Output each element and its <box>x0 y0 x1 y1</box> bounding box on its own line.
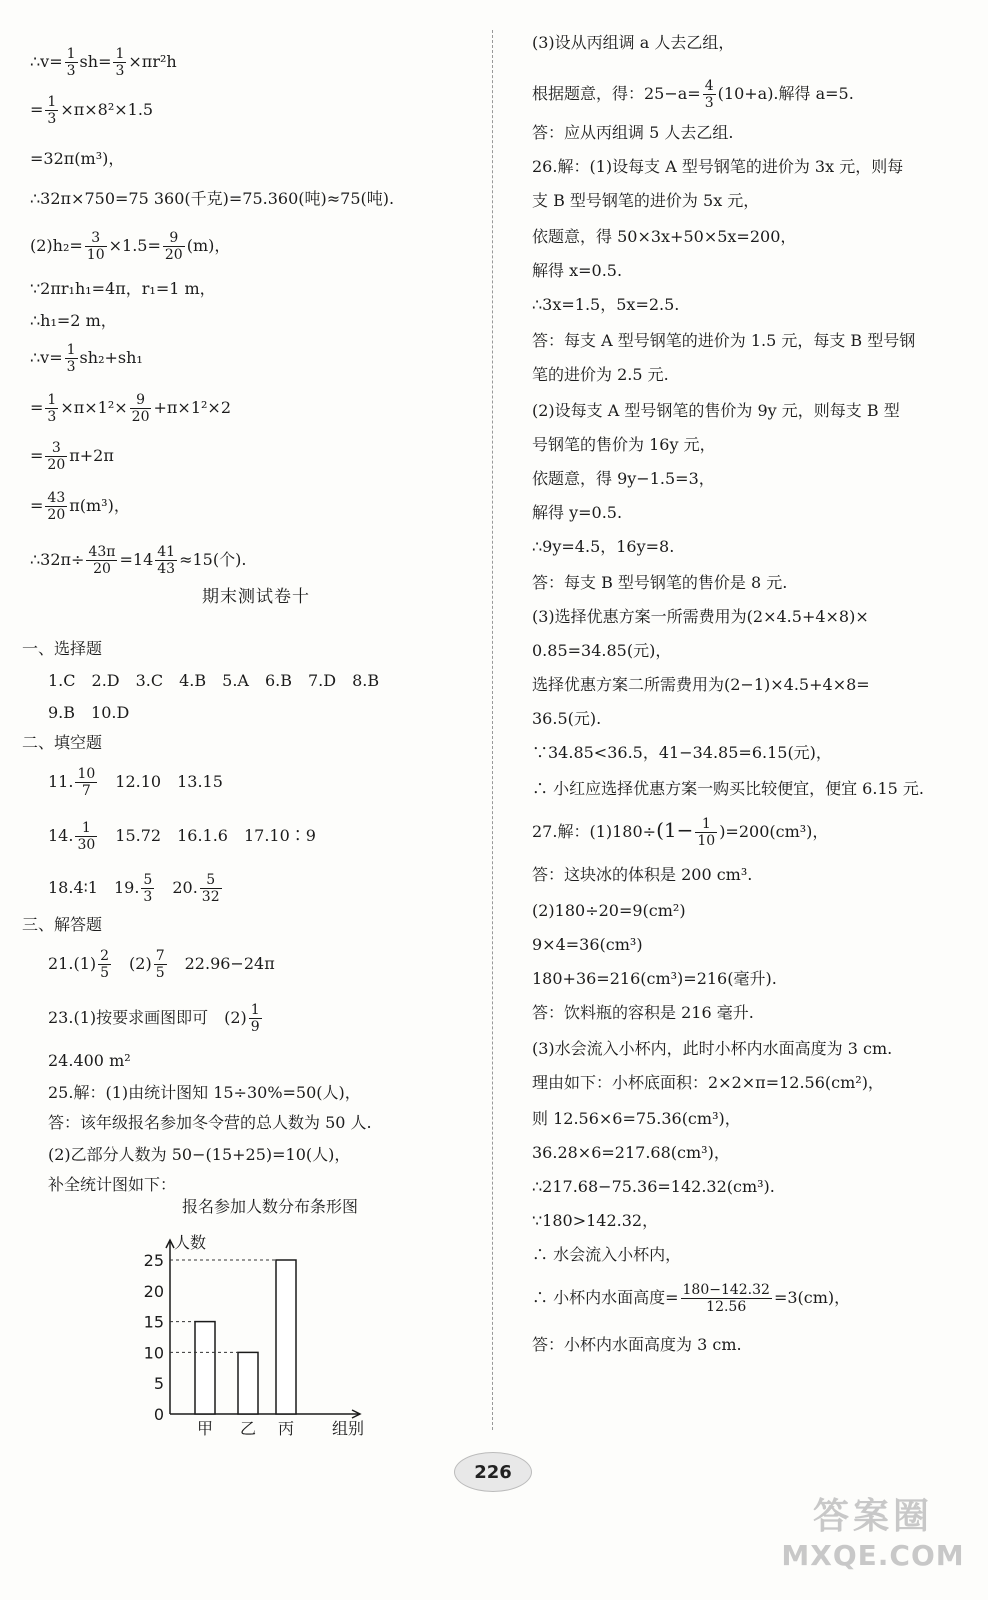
text-line: 答：这块冰的体积是 200 cm³. <box>532 865 753 884</box>
fraction: $\frac{5}{3}$ <box>143 872 153 905</box>
answer-line: (2)乙部分人数为 50−(15+25)=10(人)， <box>48 1145 351 1164</box>
text-line: 答：小杯内水面高度为 3 cm. <box>532 1335 742 1354</box>
fraction: $\frac{2}{5}$ <box>100 948 110 981</box>
text-line: 解得 y=0.5. <box>532 503 623 522</box>
bar <box>238 1352 258 1414</box>
text-line: 根据题意，得：25−a= $\frac{4}{3}$ (10+a).解得 a=5. <box>532 78 854 111</box>
chart-xlabel: 组别 <box>331 1419 365 1438</box>
text-line: (2)180÷20=9(cm²) <box>532 901 686 920</box>
text-line: = $\frac{3}{20}$ π+2π <box>30 440 114 473</box>
fraction: $\frac{5}{32}$ <box>201 872 220 905</box>
text-line: 则 12.56×6=75.36(cm³)， <box>532 1109 741 1128</box>
text-line: 答：每支 A 型号钢笔的进价为 1.5 元，每支 B 型号钢 <box>532 331 916 350</box>
y-tick-label: 20 <box>143 1281 164 1301</box>
answer-line: 21.(1) $\frac{2}{5}$ (2) $\frac{7}{5}$ 22.96−24π <box>48 948 275 981</box>
y-tick-label: 15 <box>143 1312 164 1332</box>
fraction: $\frac{1}{3}$ <box>47 392 57 425</box>
text-line: 0.85=34.85(元)， <box>532 641 672 660</box>
text-line: ∴32π÷ $\frac{43\pi}{20}$ =14 $\frac{41}{43}$ ≈15(个). <box>30 544 247 577</box>
bar <box>195 1322 215 1414</box>
fraction: $\frac{1}{3}$ <box>47 94 57 127</box>
fraction: $\frac{1}{3}$ <box>115 46 125 79</box>
text-line: 支 B 型号钢笔的进价为 5x 元， <box>532 191 760 210</box>
answer-line: 答：该年级报名参加冬令营的总人数为 50 人. <box>48 1113 372 1132</box>
text-line: = $\frac{1}{3}$ ×π×8²×1.5 <box>30 94 154 127</box>
text-line: ∵34.85<36.5，41−34.85=6.15(元)， <box>532 743 832 762</box>
y-tick-label: 5 <box>153 1374 164 1394</box>
text-line: ∴217.68−75.36=142.32(cm³). <box>532 1177 775 1196</box>
text-line: ∴v= $\frac{1}{3}$ sh= $\frac{1}{3}$ ×πr²h <box>30 46 177 79</box>
text-line: =32π(m³)， <box>30 149 125 168</box>
text-line: (3)设从丙组调 a 人去乙组， <box>532 33 735 52</box>
text-line: ∴32π×750=75 360(千克)=75.360(吨)≈75(吨). <box>30 189 395 208</box>
fraction: $\frac{10}{7}$ <box>77 766 96 799</box>
column-divider <box>492 30 493 1430</box>
text-line: (3)水会流入小杯内，此时小杯内水面高度为 3 cm. <box>532 1039 893 1058</box>
text-line: 答：应从丙组调 5 人去乙组. <box>532 123 734 142</box>
text-line: 笔的进价为 2.5 元. <box>532 365 669 384</box>
fraction: $\frac{1}{3}$ <box>66 46 76 79</box>
fraction: $\frac{180-142.32}{12.56}$ <box>682 1282 770 1315</box>
answer-line: 18.4∶1 19. $\frac{5}{3}$ 20. $\frac{5}{32}$ <box>48 872 220 905</box>
text-line: 理由如下：小杯底面积：2×2×π=12.56(cm²)， <box>532 1073 884 1092</box>
fraction: $\frac{1}{3}$ <box>66 342 76 375</box>
text-line: 26.解：(1)设每支 A 型号钢笔的进价为 3x 元，则每 <box>532 157 904 176</box>
answer-line: 补全统计图如下： <box>48 1175 177 1194</box>
text-line: ∴ 水会流入小杯内， <box>532 1245 682 1264</box>
fraction: $\frac{1}{30}$ <box>77 820 96 853</box>
page-number: 226 <box>454 1452 532 1492</box>
text-line: ∴ 小红应选择优惠方案一购买比较便宜，便宜 6.15 元. <box>532 779 924 798</box>
text-line: (3)选择优惠方案一所需费用为(2×4.5+4×8)× <box>532 607 869 626</box>
y-tick-label: 0 <box>153 1405 164 1424</box>
chart-title: 报名参加人数分布条形图 <box>181 1197 359 1216</box>
text-line: 号钢笔的售价为 16y 元， <box>532 435 716 454</box>
text-line: (2)设每支 A 型号钢笔的售价为 9y 元，则每支 B 型 <box>532 401 900 420</box>
bar-chart-svg <box>110 1188 410 1443</box>
text-line: 答：饮料瓶的容积是 216 毫升. <box>532 1003 754 1022</box>
text-line: ∴9y=4.5，16y=8. <box>532 537 675 556</box>
text-line: ∵2πr₁h₁=4π，r₁=1 m， <box>30 279 216 298</box>
x-tick-label: 甲 <box>196 1419 214 1438</box>
section-heading: 一、选择题 <box>22 639 103 658</box>
section-heading: 三、解答题 <box>22 915 103 934</box>
text-line: = $\frac{43}{20}$ π(m³)， <box>30 490 130 523</box>
x-tick-label: 丙 <box>277 1419 295 1438</box>
text-line: 依题意，得 9y−1.5=3， <box>532 469 715 488</box>
answer-line: 23.(1)按要求画图即可 (2) $\frac{1}{9}$ <box>48 1002 260 1035</box>
text-line: ∴h₁=2 m， <box>30 311 117 330</box>
answer-line: 25.解：(1)由统计图知 15÷30%=50(人)， <box>48 1083 361 1102</box>
answer-line: 9.B 10.D <box>48 703 130 722</box>
answer-line: 11. $\frac{10}{7}$ 12.10 13.15 <box>48 766 223 799</box>
answer-line: 1.C 2.D 3.C 4.B 5.A 6.B 7.D 8.B <box>48 671 380 690</box>
chart-ylabel: 人数 <box>174 1233 207 1252</box>
y-tick-label: 10 <box>143 1343 164 1363</box>
text-line: 36.28×6=217.68(cm³)， <box>532 1143 730 1162</box>
text-line: 36.5(元). <box>532 709 602 728</box>
fraction: $\frac{3}{20}$ <box>47 440 66 473</box>
text-line: ∴3x=1.5，5x=2.5. <box>532 295 680 314</box>
text-line: ∴v= $\frac{1}{3}$ sh₂+sh₁ <box>30 342 143 375</box>
fraction: $\frac{1}{9}$ <box>250 1002 260 1035</box>
fraction: $\frac{9}{20}$ <box>131 392 150 425</box>
text-line: 答：每支 B 型号钢笔的售价是 8 元. <box>532 573 788 592</box>
fraction: $\frac{43}{20}$ <box>47 490 66 523</box>
section-heading: 二、填空题 <box>22 733 103 752</box>
text-line: 依题意，得 50×3x+50×5x=200， <box>532 227 797 246</box>
section-title: 期末测试卷十 <box>202 587 310 607</box>
answer-line: 14. $\frac{1}{30}$ 15.72 16.1.6 17.10∶9 <box>48 820 316 853</box>
fraction: $\frac{9}{20}$ <box>164 230 183 263</box>
fraction: $\frac{7}{5}$ <box>155 948 165 981</box>
fraction: $\frac{43\pi}{20}$ <box>88 544 116 577</box>
x-tick-label: 乙 <box>239 1419 257 1438</box>
text-line: ∵180>142.32， <box>532 1211 659 1230</box>
bar <box>276 1260 296 1414</box>
text-line: 180+36=216(cm³)=216(毫升). <box>532 969 777 988</box>
watermark-logo: 答案圈 MXQE.COM <box>781 1496 965 1572</box>
fraction: $\frac{3}{10}$ <box>86 230 105 263</box>
bar-chart <box>110 1188 410 1447</box>
text-line: 27.解：(1)180÷(1− $\frac{1}{10}$ )=200(cm³)， <box>532 816 829 849</box>
text-line: ∴ 小杯内水面高度= $\frac{180-142.32}{12.56}$ =3(cm)， <box>532 1282 851 1315</box>
fraction: $\frac{1}{10}$ <box>697 816 716 849</box>
text-line: (2)h₂= $\frac{3}{10}$ ×1.5= $\frac{9}{20}$ (m)， <box>30 230 231 263</box>
y-tick-label: 25 <box>143 1251 164 1270</box>
fraction: $\frac{4}{3}$ <box>704 78 714 111</box>
fraction: $\frac{41}{43}$ <box>157 544 176 577</box>
text-line: 选择优惠方案二所需费用为(2−1)×4.5+4×8= <box>532 675 870 694</box>
text-line: 解得 x=0.5. <box>532 261 623 280</box>
text-line: 9×4=36(cm³) <box>532 935 643 954</box>
answer-line: 24.400 m² <box>48 1051 131 1070</box>
text-line: = $\frac{1}{3}$ ×π×1²× $\frac{9}{20}$ +π×1²×2 <box>30 392 231 425</box>
